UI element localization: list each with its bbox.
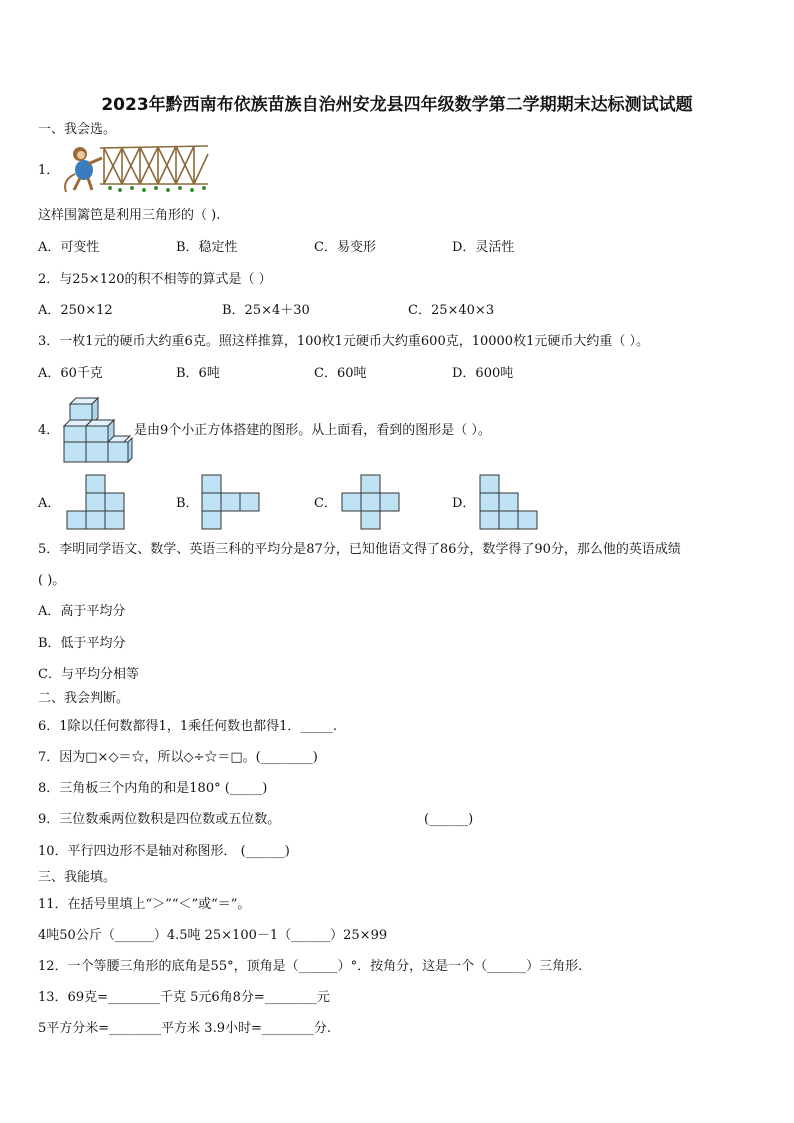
section-heading-fill: 三、我能填。 — [38, 870, 117, 885]
q5-stem-answer: ( )。 — [38, 573, 66, 588]
fence-monkey-illustration — [60, 140, 210, 196]
q4-option-a-shape — [66, 474, 128, 532]
q2-stem: 2．与25×120的积不相等的算式是（ ） — [38, 272, 272, 287]
q11-stem: 11．在括号里填上“＞”“＜”或“＝”。 — [38, 897, 251, 912]
page-title: 2023年黔西南布依族苗族自治州安龙县四年级数学第二学期期末达标测试试题 — [101, 95, 693, 115]
q4-label-c: C． — [314, 496, 337, 511]
q3-option-d: D．600吨 — [452, 366, 514, 381]
q2-option-b: B．25×4＋30 — [222, 303, 310, 318]
q1-option-d: D．灵活性 — [452, 240, 515, 255]
q2-option-c: C．25×40×3 — [408, 303, 495, 318]
q5-option-b: B．低于平均分 — [38, 636, 126, 651]
cube-stack-illustration — [60, 396, 134, 464]
q13-line2: 5平方分米=________平方米 3.9小时=________分. — [38, 1021, 331, 1036]
q4-number: 4． — [38, 423, 60, 438]
q5-stem: 5．李明同学语文、数学、英语三科的平均分是87分，已知他语文得了86分，数学得了90分，那么他的英语成绩 — [38, 542, 681, 557]
q2-option-a: A．250×12 — [38, 303, 113, 318]
q13-line1: 13．69克=________千克 5元6角8分=________元 — [38, 990, 330, 1005]
q4-option-d-shape — [478, 474, 540, 532]
q9-answer-blank: (______) — [424, 812, 474, 827]
q1-stem: 这样围篱笆是利用三角形的（ ). — [38, 208, 221, 223]
q4-label-b: B． — [176, 496, 199, 511]
q8: 8．三角板三个内角的和是180° (_____) — [38, 781, 268, 796]
q4-label-d: D． — [452, 496, 476, 511]
q3-option-c: C．60吨 — [314, 366, 367, 381]
q12: 12．一个等腰三角形的底角是55°，顶角是（______）°．按角分，这是一个（______）三角形. — [38, 959, 583, 974]
q4-stem: 是由9个小正方体搭建的图形。从上面看，看到的图形是（ ）。 — [134, 423, 491, 438]
q7: 7．因为□×◇＝☆，所以◇÷☆＝□。(________) — [38, 750, 318, 765]
q1-option-a: A．可变性 — [38, 240, 100, 255]
q5-option-c: C．与平均分相等 — [38, 667, 139, 682]
section-heading-choice: 一、我会选。 — [38, 122, 117, 137]
q10: 10．平行四边形不是轴对称图形． (______) — [38, 844, 290, 859]
q11-line: 4吨50公斤（______）4.5吨 25×100－1（______）25×99 — [38, 928, 388, 943]
q4-option-c-shape — [340, 474, 402, 532]
q4-label-a: A． — [38, 496, 61, 511]
q3-option-a: A．60千克 — [38, 366, 103, 381]
q6: 6．1除以任何数都得1，1乘任何数也都得1．_____. — [38, 719, 337, 734]
q3-stem: 3．一枚1元的硬币大约重6克。照这样推算，100枚1元硬币大约重600克，10000枚1元硬币大约重（ ）。 — [38, 334, 649, 349]
q1-number: 1． — [38, 163, 60, 178]
monkey-figure — [65, 147, 102, 192]
section-heading-judge: 二、我会判断。 — [38, 691, 130, 706]
q3-option-b: B．6吨 — [176, 366, 220, 381]
q4-option-b-shape — [200, 474, 262, 532]
q9: 9．三位数乘两位数积是四位数或五位数。 — [38, 812, 281, 827]
q1-option-b: B．稳定性 — [176, 240, 238, 255]
q1-option-c: C．易变形 — [314, 240, 376, 255]
q5-option-a: A．高于平均分 — [38, 604, 126, 619]
